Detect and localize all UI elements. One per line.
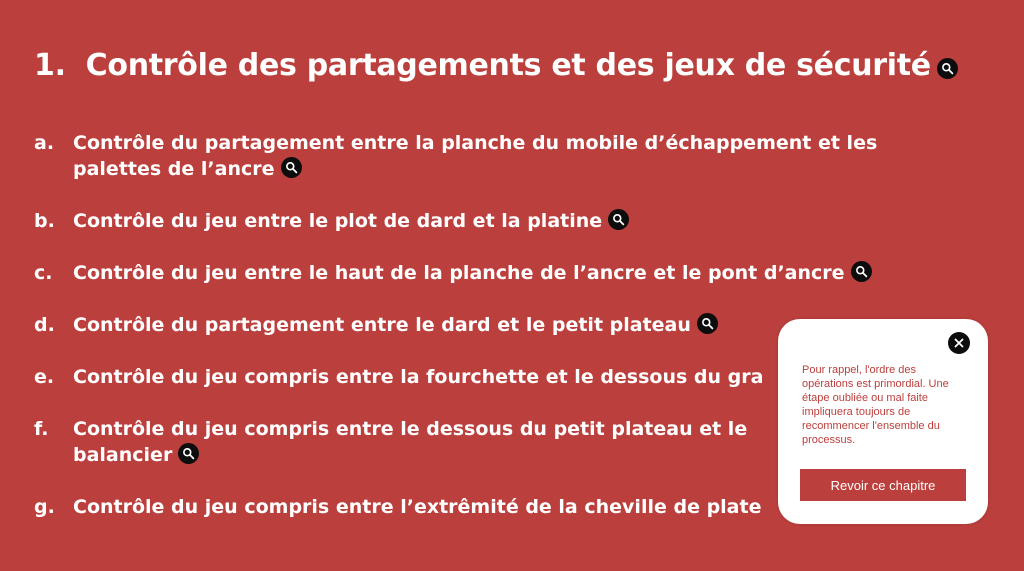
close-icon[interactable] (948, 332, 970, 354)
item-letter: d. (34, 314, 55, 336)
magnifier-icon[interactable] (851, 261, 872, 282)
item-letter: a. (34, 132, 55, 154)
item-text: Contrôle du partagement entre le dard et le petit plateau (73, 314, 691, 336)
magnifier-icon[interactable] (937, 58, 958, 79)
item-text: Contrôle du jeu compris entre l’extrêmité de la cheville de plate (73, 496, 762, 518)
item-letter: e. (34, 366, 55, 388)
item-text: Contrôle du jeu entre le plot de dard et la platine (73, 210, 603, 232)
list-item-a (34, 130, 954, 182)
item-text: Contrôle du jeu compris entre la fourchette et le dessous du gra (73, 366, 764, 388)
item-text: Contrôle du jeu entre le haut de la planche de l’ancre et le pont d’ancre (73, 262, 845, 284)
title-number: 1. (34, 48, 66, 83)
item-letter: c. (34, 262, 53, 284)
list-item-c (34, 260, 954, 286)
review-chapter-button[interactable]: Revoir ce chapitre (800, 469, 966, 501)
item-text: Contrôle du partagement entre la planche du mobile d’échappement et les palettes de l’ancre (73, 132, 878, 180)
item-letter: g. (34, 496, 55, 518)
page-title (34, 48, 958, 83)
magnifier-icon[interactable] (608, 209, 629, 230)
reminder-message: Pour rappel, l'ordre des opérations est primordial. Une étape oubliée ou mal faite impliquera toujours de recommencer l'ensemble du processus. (802, 364, 949, 446)
reminder-popup (778, 319, 988, 524)
item-letter: f. (34, 418, 49, 440)
magnifier-icon[interactable] (281, 157, 302, 178)
item-text: Contrôle du jeu compris entre le dessous du petit plateau et le balancier (73, 418, 748, 466)
magnifier-icon[interactable] (697, 313, 718, 334)
title-text: Contrôle des partagements et des jeux de sécurité (85, 48, 931, 83)
list-item-b (34, 208, 954, 234)
magnifier-icon[interactable] (178, 443, 199, 464)
item-letter: b. (34, 210, 55, 232)
